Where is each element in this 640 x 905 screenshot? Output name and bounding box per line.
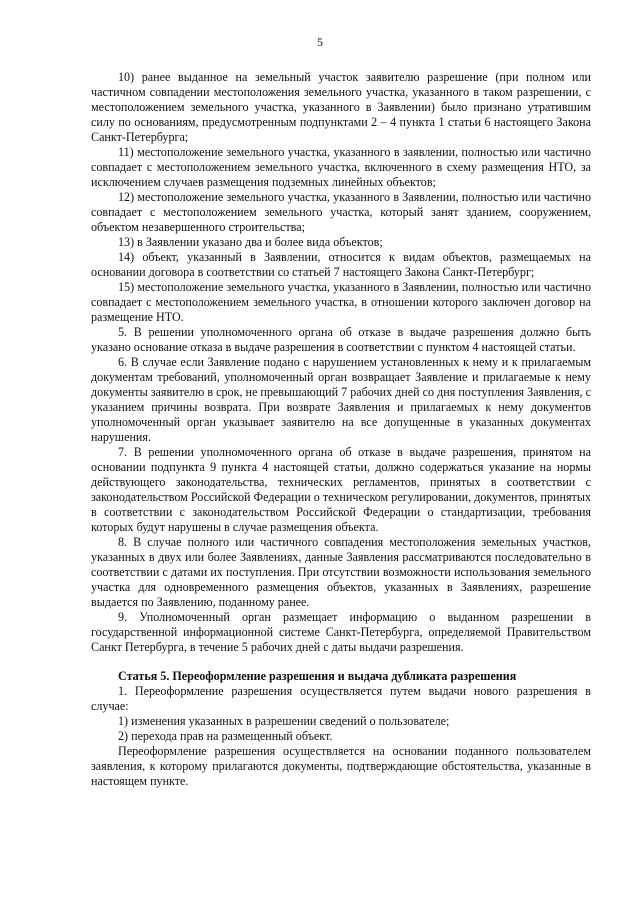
paragraph-item-12: 12) местоположение земельного участка, указанного в Заявлении, полностью или частично совпадает с местоположением земельного участка, который занят зданием, сооружением, объектом незавершенного строительства;: [91, 190, 591, 234]
paragraph-item-15: 15) местоположение земельного участка, указанного в Заявлении, полностью или частично совпадает с местоположением земельного участка, в отношении которого заключен договор на размещение НТО.: [91, 280, 591, 324]
paragraph-item-11: 11) местоположение земельного участка, указанного в заявлении, полностью или частично совпадает с местоположением земельного участка, включенного в схему размещения НТО, за исключением случаев размещения подземных линейных объектов;: [91, 145, 591, 189]
paragraph-item-13: 13) в Заявлении указано два и более вида объектов;: [118, 235, 383, 249]
paragraph-article5-item-1: 1) изменения указанных в разрешении сведений о пользователе;: [118, 714, 450, 728]
paragraph-point-9: 9. Уполномоченный орган размещает информацию о выданном разрешении в государственной информационной системе Санкт-Петербурга, определяемой Правительством Санкт Петербурга, в течение 5 рабочих дней с даты выдачи разрешения.: [91, 610, 591, 654]
paragraph-item-14: 14) объект, указанный в Заявлении, относится к видам объектов, размещаемых на основании договора в соответствии со статьей 7 настоящего Закона Санкт-Петербург;: [91, 250, 591, 279]
paragraph-point-7: 7. В решении уполномоченного органа об отказе в выдаче разрешения, принятом на основании подпункта 9 пункта 4 настоящей статьи, должно содержаться указание на нормы действующего законодательства, технических регламентов, принятых в соответствии с законодательством Российской Федерации о техническом регулировании, документов, принятых в соответствии с законодательством Российской Федерации о стандартизации, требования которых будут нарушены в случае размещения объекта.: [91, 445, 591, 534]
page-number: 5: [317, 35, 323, 49]
paragraph-point-5: 5. В решении уполномоченного органа об отказе в выдаче разрешения должно быть указано основание отказа в выдаче разрешения в соответствии с пунктом 4 настоящей статьи.: [91, 325, 591, 354]
paragraph-article5-closing: Переоформление разрешения осуществляется на основании поданного пользователем заявления, к которому прилагаются документы, подтверждающие обстоятельства, указанные в настоящем пункте.: [91, 744, 591, 788]
paragraph-point-8: 8. В случае полного или частичного совпадения местоположения земельных участков, указанных в двух или более Заявлениях, данные Заявления рассматриваются последовательно в соответствии с датами их поступления. При отсутствии возможности использования земельного участка для одновременного размещения объектов, указанных в Заявлениях, разрешение выдается по Заявлению, поданному ранее.: [91, 535, 591, 609]
paragraph-article5-item-2: 2) перехода прав на размещенный объект.: [118, 729, 333, 743]
document-body: [91, 70, 591, 789]
paragraph-item-10: 10) ранее выданное на земельный участок заявителю разрешение (при полном или частичном совпадении местоположения земельного участка, указанного в таком разрешении, с местоположением земельного участка, указанного в Заявлении) было признано утратившим силу по основаниям, предусмотренным подпунктами 2 – 4 пункта 1 статьи 6 настоящего Закона Санкт-Петербурга;: [91, 70, 591, 144]
paragraph-point-6: 6. В случае если Заявление подано с нарушением установленных к нему и к прилагаемым документам требований, уполномоченный орган возвращает Заявление и прилагаемые к нему документы заявителю в срок, не превышающий 7 рабочих дней со дня поступления Заявления, с указанием причины возврата. При возврате Заявления и прилагаемых к нему документов уполномоченный орган указывает заявителю на все допущенные в указанных документах нарушения.: [91, 355, 591, 444]
paragraph-article5-point-1: 1. Переоформление разрешения осуществляется путем выдачи нового разрешения в случае:: [91, 684, 591, 713]
section-heading-article-5: Статья 5. Переоформление разрешения и выдача дубликата разрешения: [118, 669, 517, 683]
